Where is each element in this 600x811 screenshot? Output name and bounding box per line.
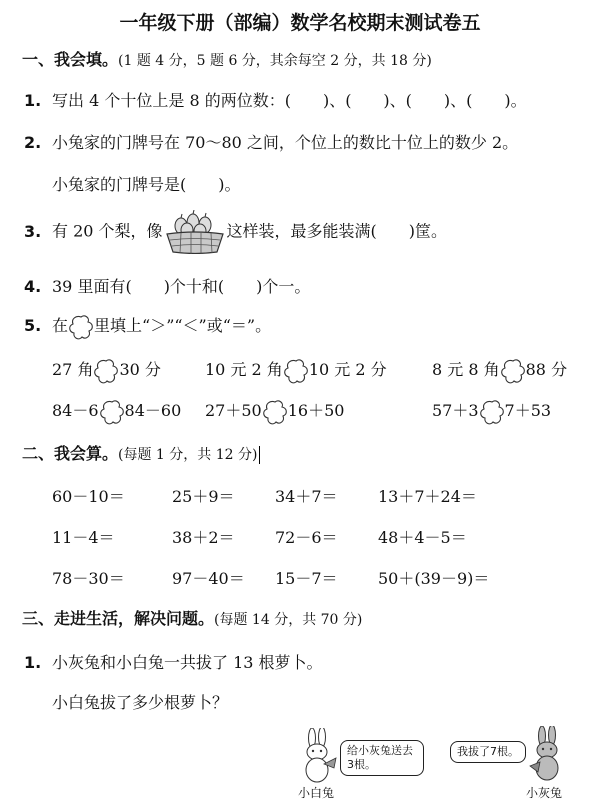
question-3-1-line2: 小白兔拔了多少根萝卜？ [52,693,229,712]
compare-left: 27＋50 [205,401,262,420]
pear-basket-icon [163,210,227,254]
caption-grey-rabbit: 小灰兔 [526,786,563,800]
question-text: 39 里面有( )个十和( )个一。 [52,277,311,296]
flower-box-icon[interactable] [68,314,94,340]
section-3-heading [22,606,362,629]
section-3-note: (每题 14 分，共 70 分) [214,612,363,628]
compare-right: 16＋50 [287,401,345,420]
calc-item: 48＋4－5＝ [378,528,467,547]
rabbit-icon [524,726,570,784]
question-1-2 [24,130,518,153]
text-cursor [259,446,260,464]
compare-right: 88 分 [525,360,568,379]
compare-right: 30 分 [119,360,161,379]
flower-box-icon[interactable] [479,399,505,425]
speech-bubble-right: 我拔了7根。 [450,741,526,763]
compare-item [205,357,387,384]
question-number: 2. [24,133,42,152]
question-number: 5. [24,316,42,335]
calc-item: 97－40＝ [172,569,245,588]
question-1-1 [24,88,527,111]
calc-item: 60－10＝ [52,487,125,506]
calc-item: 15－7＝ [275,569,338,588]
flower-box-icon[interactable] [262,399,288,425]
question-number: 3. [24,221,42,241]
question-number: 4. [24,277,42,296]
rabbit-icon [296,728,342,786]
compare-right: 84－60 [124,401,182,420]
compare-left: 57＋3 [432,401,479,420]
calc-item: 38＋2＝ [172,528,235,547]
calc-item: 13＋7＋24＝ [378,487,477,506]
question-text: 写出 4 个十位上是 8 的两位数：( )、( )、( )、( )。 [52,91,527,110]
compare-left: 84－6 [52,401,99,420]
section-2-heading [22,441,260,464]
speech-bubble-left: 给小灰兔送去3根。 [340,740,424,776]
question-text: 在 [52,316,69,335]
calc-item: 78－30＝ [52,569,125,588]
question-text: 有 20 个梨，像 [52,221,163,241]
compare-right: 7＋53 [504,401,552,420]
section-1-heading [22,47,432,70]
compare-item [52,357,161,384]
calc-item: 72－6＝ [275,528,338,547]
section-2-title: 二、我会算。 [22,444,119,463]
compare-item [205,398,344,425]
compare-left: 27 角 [52,360,94,379]
calc-item: 11－4＝ [52,528,115,547]
question-1-5 [24,313,271,340]
section-1-note: (1 题 4 分，5 题 6 分，其余每空 2 分，共 18 分) [118,53,432,69]
question-text: 里填上“＞”“＜”或“＝”。 [94,316,272,335]
question-1-2-line2: 小兔家的门牌号是( )。 [52,175,241,194]
question-text: 小兔家的门牌号在 70～80 之间，个位上的数比十位上的数少 2。 [52,133,519,152]
question-number: 1. [24,653,42,672]
calc-item: 34＋7＝ [275,487,338,506]
flower-box-icon[interactable] [500,358,526,384]
section-3-title: 三、走进生活，解决问题。 [22,609,215,628]
caption-white-rabbit: 小白兔 [298,786,335,800]
question-3-1 [24,650,323,673]
page-title: 一年级下册（部编）数学名校期末测试卷五 [119,12,481,34]
flower-box-icon[interactable] [99,399,125,425]
section-1-title: 一、我会填。 [22,50,119,69]
compare-right: 10 元 2 分 [308,360,387,379]
question-number: 1. [24,91,42,110]
flower-box-icon[interactable] [93,358,119,384]
question-text: 这样装，最多能装满( )筐。 [226,221,448,241]
compare-item [432,357,567,384]
question-1-3 [24,210,447,254]
compare-left: 8 元 8 角 [432,360,500,379]
section-2-note: (每题 1 分，共 12 分) [118,447,258,463]
compare-item [432,398,551,425]
question-text: 小灰兔和小白兔一共拔了 13 根萝卜。 [52,653,323,672]
flower-box-icon[interactable] [283,358,309,384]
compare-left: 10 元 2 角 [205,360,283,379]
question-1-4 [24,274,310,297]
compare-item [52,398,181,425]
calc-item: 50＋(39－9)＝ [378,569,490,588]
calc-item: 25＋9＝ [172,487,235,506]
